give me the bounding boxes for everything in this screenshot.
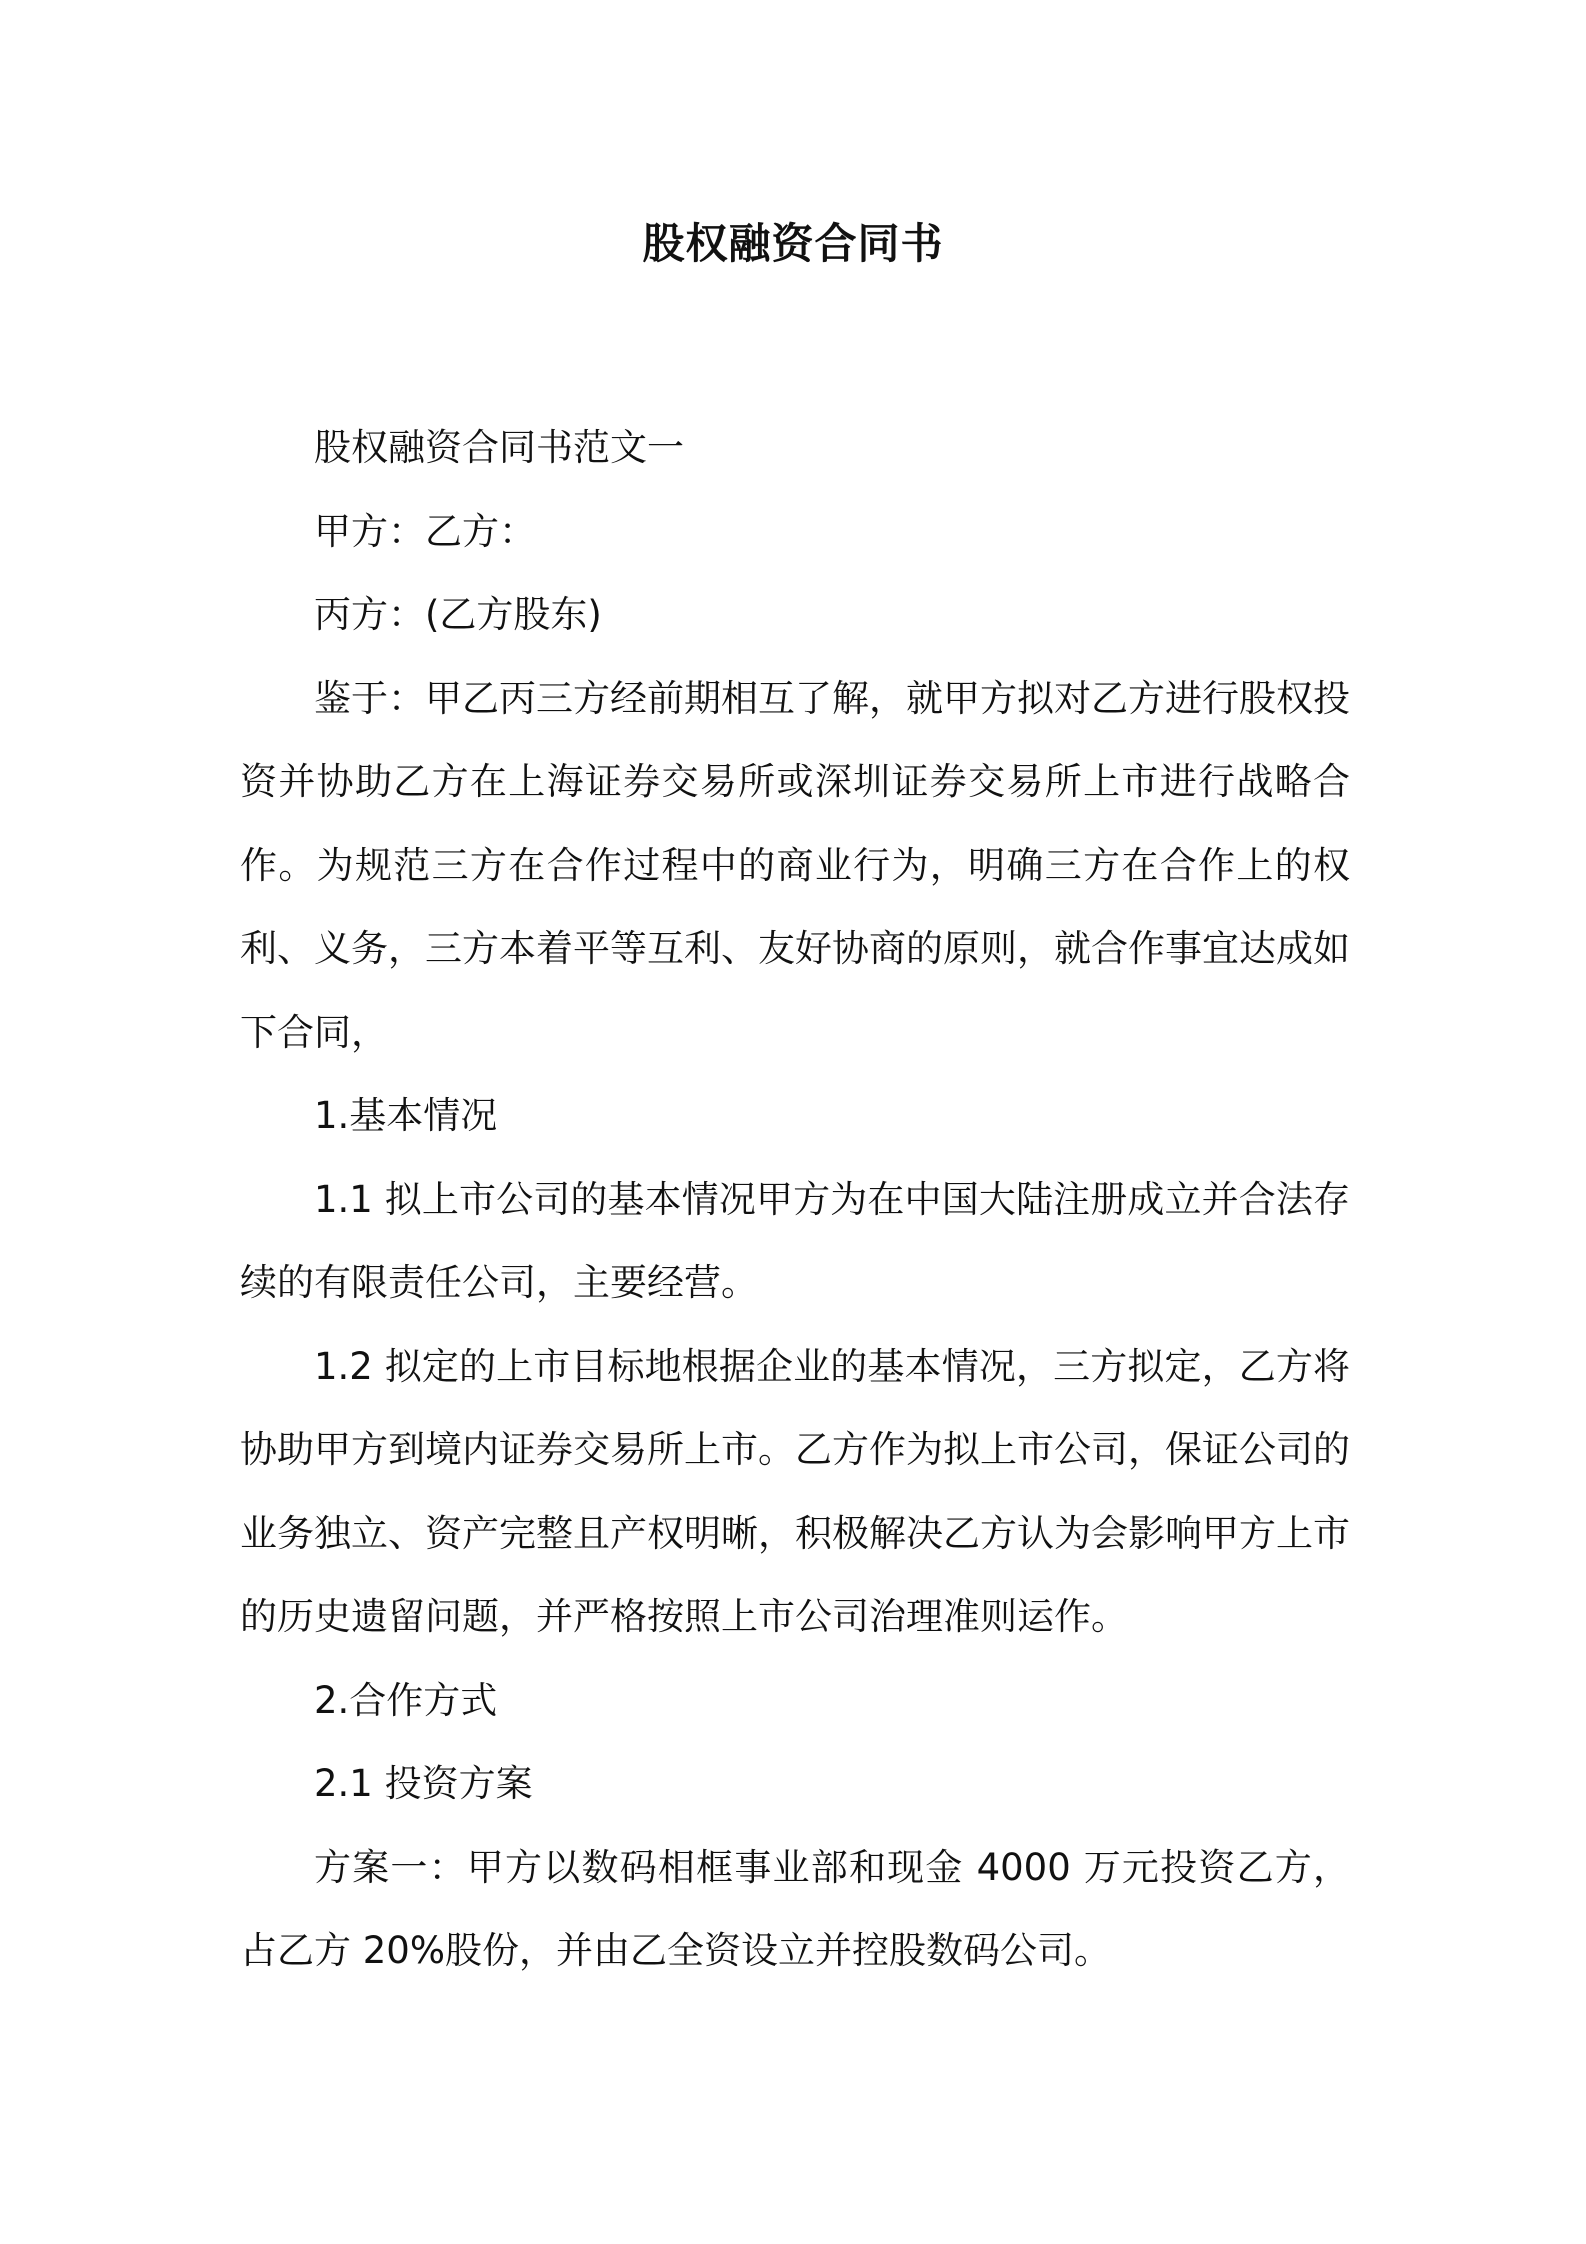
paragraph-party-c: 丙方：(乙方股东) [314, 593, 602, 636]
document-body [240, 406, 1350, 1993]
paragraph-party-a-b: 甲方：乙方： [314, 509, 536, 553]
paragraph-clause-1-1: 1.1 拟上市公司的基本情况甲方为在中国大陆注册成立并合法存续的有限责任公司，主要经营。 [240, 1177, 1350, 1304]
paragraph-sample-heading: 股权融资合同书范文一 [314, 426, 684, 469]
section-heading-basic-info: 1.基本情况 [314, 1094, 498, 1137]
paragraph-plan-one: 方案一：甲方以数码相框事业部和现金 4000 万元投资乙方，占乙方 20%股份，并由乙全资设立并控股数码公司。 [240, 1845, 1350, 1972]
paragraph-whereas: 鉴于：甲乙丙三方经前期相互了解，就甲方拟对乙方进行股权投资并协助乙方在上海证券交易所或深圳证券交易所上市进行战略合作。为规范三方在合作过程中的商业行为，明确三方在合作上的权利、义务，三方本着平等互利、友好协商的原则，就合作事宜达成如下合同， [240, 676, 1350, 1054]
subsection-heading-investment-plan: 2.1 投资方案 [314, 1762, 533, 1805]
section-heading-cooperation: 2.合作方式 [314, 1678, 498, 1722]
document-title: 股权融资合同书 [642, 219, 944, 268]
paragraph-clause-1-2: 1.2 拟定的上市目标地根据企业的基本情况，三方拟定，乙方将协助甲方到境内证券交易所上市。乙方作为拟上市公司，保证公司的业务独立、资产完整且产权明晰，积极解决乙方认为会影响甲方上市的历史遗留问题，并严格按照上市公司治理准则运作。 [240, 1344, 1350, 1638]
